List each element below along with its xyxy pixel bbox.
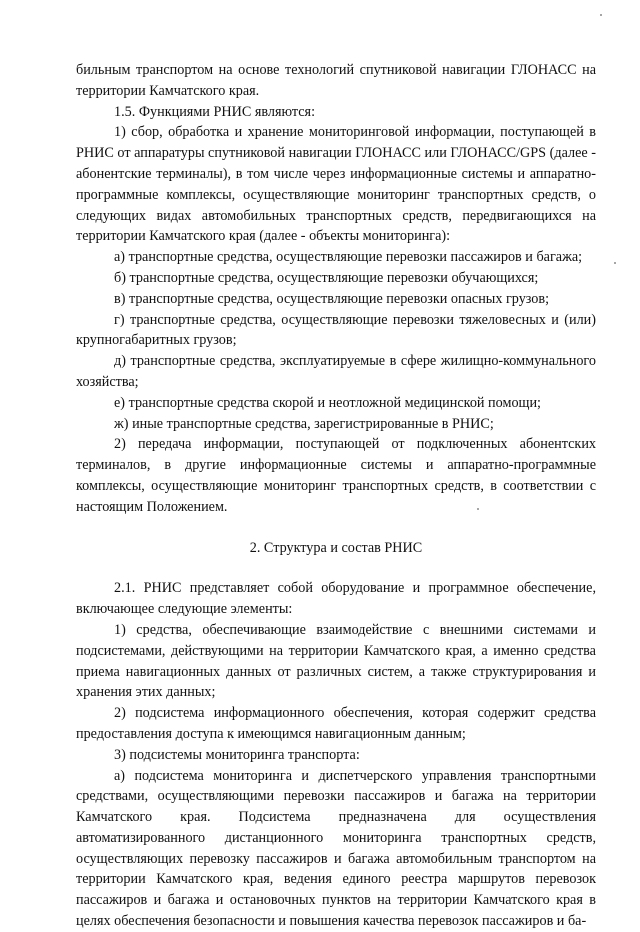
list-item-a: а) транспортные средства, осуществляющие перевозки пассажиров и багажа; bbox=[114, 249, 583, 266]
spacer bbox=[76, 558, 596, 578]
scan-speck bbox=[600, 14, 602, 16]
list-item-g: г) транспортные средства, осуществляющие перевозки тяжеловесных и (или) крупногабаритных грузов; bbox=[76, 311, 596, 349]
scan-speck bbox=[477, 508, 479, 510]
list-item-b: б) транспортные средства, осуществляющие перевозки обучающихся; bbox=[114, 269, 539, 286]
list-item-v: в) транспортные средства, осуществляющие перевозки опасных грузов; bbox=[114, 290, 550, 307]
list-item-zh: ж) иные транспортные средства, зарегистрированные в РНИС; bbox=[114, 415, 494, 432]
document-body bbox=[76, 60, 596, 932]
paragraph-function-1: 1) сбор, обработка и хранение мониторинговой информации, поступающей в РНИС от аппаратуры спутниковой навигации ГЛОНАСС или ГЛОНАСС/GPS (далее - абонентские терминалы), в том числе через информационные системы и аппаратно-программные комплексы, осуществляющие мониторинг транспортных средств, о следующих видах автомобильных транспортных средств, передвигающихся на территории Камчатского края (далее - объекты мониторинга): bbox=[76, 124, 596, 245]
paragraph-element-2: 2) подсистема информационного обеспечения, которая содержит средства предоставления доступа к имеющимся навигационным данным; bbox=[76, 705, 596, 742]
paragraph-2-1: 2.1. РНИС представляет собой оборудование и программное обеспечение, включающее следующие элементы: bbox=[76, 580, 596, 618]
spacer bbox=[76, 518, 596, 538]
list-item-e: е) транспортные средства скорой и неотложной медицинской помощи; bbox=[114, 394, 542, 411]
paragraph-continuation: бильным транспортом на основе технологий спутниковой навигации ГЛОНАСС на территории Камчатского края. bbox=[76, 62, 596, 99]
section-heading: 2. Структура и состав РНИС bbox=[249, 539, 423, 556]
scan-speck bbox=[614, 262, 616, 264]
paragraph-element-3: 3) подсистемы мониторинга транспорта: bbox=[114, 746, 360, 763]
paragraph-function-2: 2) передача информации, поступающей от подключенных абонентских терминалов, в другие информационные системы и аппаратно-программные комплексы, осуществляющие мониторинг транспортных средств, в соответствии с настоящим Положением. bbox=[76, 436, 596, 515]
list-item-d: д) транспортные средства, эксплуатируемые в сфере жилищно-коммунального хозяйства; bbox=[76, 353, 596, 390]
paragraph-subsystem-a: а) подсистема мониторинга и диспетчерского управления транспортными средствами, осуществляющими перевозки пассажиров и багажа на территории Камчатского края. Подсистема предназначена для осуществления автоматизированного дистанционного мониторинга транспортных средств, осуществляющих перевозку пассажиров и багажа автомобильным транспортом на территории Камчатского края, ведения единого реестра маршрутов перевозок пассажиров и багажа и остановочных пунктов на территории Камчатского края в целях обеспечения безопасности и повышения качества перевозок пассажиров и ба- bbox=[76, 767, 596, 930]
paragraph-1-5: 1.5. Функциями РНИС являются: bbox=[114, 103, 316, 120]
paragraph-element-1: 1) средства, обеспечивающие взаимодействие с внешними системами и подсистемами, действующими на территории Камчатского края, а именно средства приема навигационных данных от различных систем, а также структурирования и хранения этих данных; bbox=[76, 621, 596, 701]
